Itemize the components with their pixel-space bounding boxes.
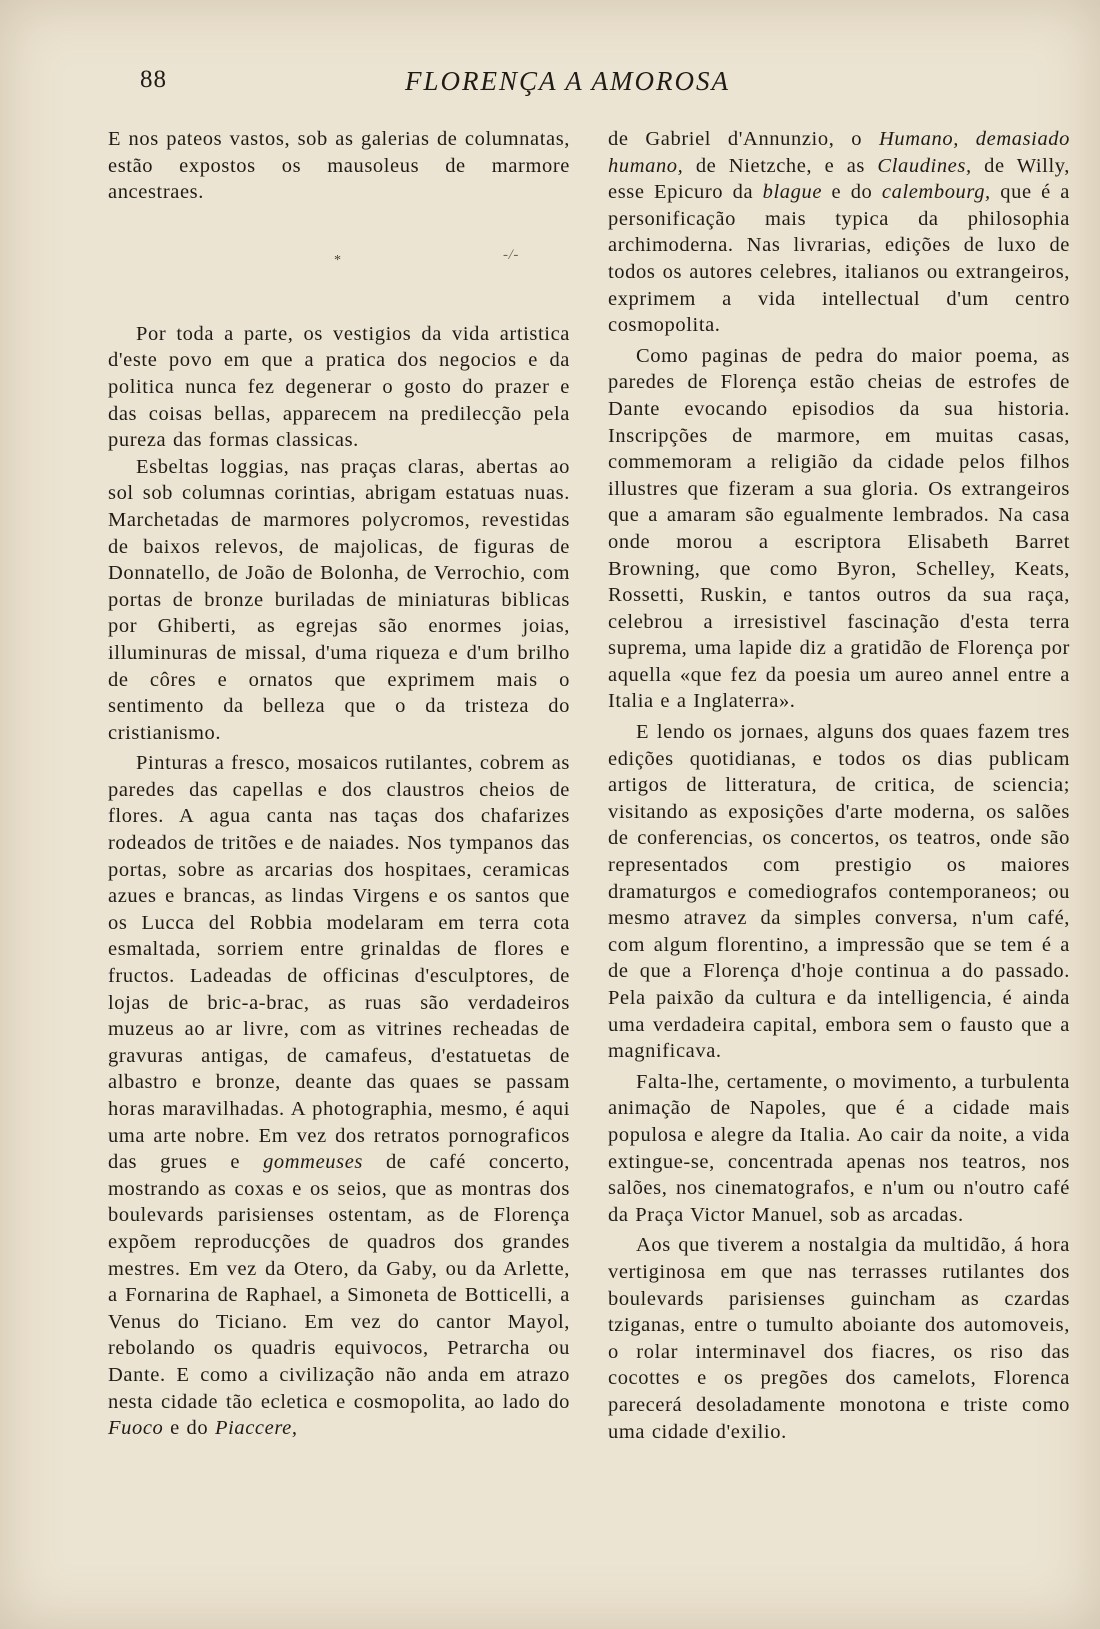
text-run: de café concerto, mostrando as coxas e os seios, que as montras dos boulevards parisienses ostentam, as de Florença expõem reproducções de quadros dos grandes mestres. Em vez da Otero, da Gaby, ou da Arlette, a Fornarina de Raphael, a Simoneta de Botticelli, a Venus do Ticiano. Em vez do cantor Mayol, rebolando os quadris equivocos, Petrarcha ou Dante. E como a civilização não anda em atrazo nesta cidade tão ecletica e cosmopolita, ao lado do	[108, 1151, 571, 1413]
section-break	[108, 206, 570, 321]
paragraph: Por toda a parte, os vestigios da vida artistica d'este povo em que a pratica dos negocios e da politica nunca fez degenerar o gosto do prazer e das coisas bellas, apparecem na predilecção pela pureza das formas classicas.	[108, 322, 570, 452]
text-run: de Gabriel d'Annunzio, o	[608, 128, 879, 150]
right-column	[608, 126, 1070, 1445]
text-run: de Willy, esse Epicuro da	[608, 154, 1070, 204]
paragraph: E lendo os jornaes, alguns dos quaes fazem tres edições quotidianas, e todos os dias publicam artigos de litteratura, de critica, de sciencia; visitando as exposições d'arte moderna, os salões de conferencias, os concertos, os teatros, onde são representados com prestigio os maiores dramaturgos e comediografos contemporaneos; ou mesmo atravez da simples conversa, n'um café, com algum florentino, a impressão que se tem é a de que a Florença d'hoje continua a do passado. Pela paixão da cultura e da intelligencia, é ainda uma verdadeira capital, embora sem o fausto que a magnificava.	[608, 721, 1070, 1063]
paragraph: Falta-lhe, certamente, o movimento, a turbulenta animação de Napoles, que é a cidade mais populosa e alegre da Italia. Ao cair da noite, a vida extingue-se, concentrada apenas nos teatros, nos salões, nos cinematografos, e n'um ou n'outro café da Praça Victor Manuel, sob as arcadas.	[608, 1070, 1070, 1226]
italic-text: Piaccere,	[214, 1417, 298, 1440]
text-run: Pinturas a fresco, mosaicos rutilantes, cobrem as paredes das capellas e dos claustros cheios de flores. A agua canta nas taças dos chafarizes rodeados de tritões e de naiades. Nos tympanos das portas, sobre as arcarias dos hospitaes, ceramicas azues e brancas, as lindas Virgens e os santos que os Lucca del Robbia modelaram em terra cota esmaltada, sorriem entre grinaldas de flores e fructos. Ladeadas de officinas d'esculptores, de lojas de bric-a-brac, as ruas são verdadeiros muzeus ao ar livre, com as vitrines recheadas de gravuras antigas, de camafeus, d'estatuetas de albastro e bronze, deante das quaes se passam horas maravilhadas. A photographia, mesmo, é aqui uma arte nobre. Em vez dos retratos pornograficos das grues e	[108, 752, 570, 1174]
paragraph	[108, 750, 570, 1441]
paragraph: Como paginas de pedra do maior poema, as paredes de Florença estão cheias de estrofes de Dante evocando episodios da sua historia. Inscripções de marmore, em muitas casas, commemoram a religião da cidade pelos filhos illustres que fizeram a sua gloria. Os extrangeiros que a amaram são egualmente lembrados. Na casa onde morou a escriptora Elisabeth Barret Browning, que como Byron, Schelley, Keats, Rossetti, Ruskin, e tantos outros da sua raça, celebrou a irresistivel fascinação d'esta terra suprema, uma lapide diz a gratidão de Florença por aquella «que fez da poesia um aureo annel entre a Italia e a Inglaterra».	[608, 344, 1070, 713]
paragraph: Esbeltas loggias, nas praças claras, abertas ao sol sob columnas corintias, abrigam estatuas nuas. Marchetadas de marmores polycromos, revestidas de baixos relevos, de majolicas, de figuras de Donnatello, de João de Bolonha, de Verrochio, com portas de bronze buriladas de miniaturas biblicas por Ghiberti, as egrejas são enormes joias, illuminuras de missal, d'uma riqueza e d'um brilho de côres e ornatos que exprimem mais o sentimento da belleza que o da tristeza do cristianismo.	[108, 455, 570, 744]
italic-text: gommeuses	[263, 1151, 363, 1174]
paragraph	[608, 126, 1070, 339]
text-run: que é a personificação mais typica da philosophia archimoderna. Nas livrarias, edições de luxo de todos os autores celebres, italianos ou extrangeiros, exprimem a vida intellectual d'um centro cosmopolita.	[608, 181, 1071, 337]
italic-text: Claudines,	[877, 154, 972, 177]
text-run: de Nietzche, e as	[683, 154, 878, 177]
text-run: e do	[822, 181, 882, 204]
asterisk-ornament: *	[334, 252, 342, 268]
italic-text: Fuoco	[108, 1417, 164, 1440]
paragraph: Aos que tiverem a nostalgia da multidão, á hora vertiginosa em que nas terrasses rutilantes dos boulevards parisienses guincham as czardas tziganas, entre o tumulto aboiante dos automoveis, o rolar interminavel dos fiacres, os riso das cocottes e os pregões dos camelots, Florenca parecerá desoladamente monotona e triste como uma cidade d'exilio.	[608, 1234, 1070, 1443]
page-header	[0, 66, 1100, 106]
ink-mark: -/-	[503, 246, 519, 263]
left-column	[108, 126, 570, 1442]
page-number: 88	[140, 66, 167, 93]
italic-text: Humano, demasiado humano,	[608, 128, 1070, 177]
paragraph: E nos pateos vastos, sob as galerias de columnatas, estão expostos os mausoleus de marmore ancestraes.	[108, 128, 570, 204]
text-run: e do	[163, 1417, 215, 1440]
running-title: FLORENÇA A AMOROSA	[405, 66, 731, 96]
italic-text: blague	[762, 181, 823, 204]
italic-text: calembourg,	[881, 181, 991, 204]
